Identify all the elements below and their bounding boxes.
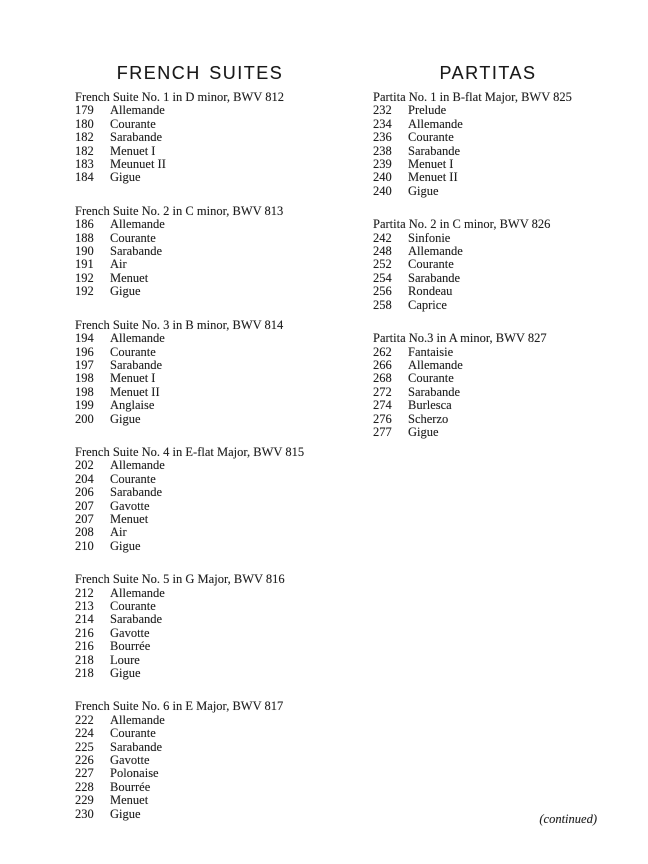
section-heading: French Suite No. 6 in E Major, BWV 817 xyxy=(75,699,284,714)
toc-row xyxy=(373,346,603,359)
toc-row xyxy=(373,299,603,312)
page-number: 258 xyxy=(373,297,392,312)
page-number: 194 xyxy=(75,331,94,346)
movement-title: Sarabande xyxy=(110,739,163,754)
movement-title: Gigue xyxy=(408,424,439,439)
toc-row xyxy=(75,386,325,399)
toc-row xyxy=(75,486,325,499)
movement-title: Menuet II xyxy=(408,170,458,185)
movement-title: Allemande xyxy=(110,103,165,118)
french-suites-title: french suites xyxy=(116,57,284,85)
toc-row xyxy=(75,808,325,821)
movement-title: Menuet xyxy=(110,511,149,526)
toc-row xyxy=(373,118,603,131)
toc-row xyxy=(75,258,325,271)
continued-label: (continued) xyxy=(539,812,597,826)
sections xyxy=(75,91,325,821)
toc-row xyxy=(75,600,325,613)
page-number: 240 xyxy=(373,183,392,198)
toc-row xyxy=(75,781,325,794)
movement-title: Loure xyxy=(110,652,140,667)
toc-row xyxy=(75,131,325,144)
page-number: 200 xyxy=(75,411,94,426)
page-number: 218 xyxy=(75,652,94,667)
toc-row xyxy=(75,118,325,131)
page-number: 199 xyxy=(75,398,94,413)
page-number: 227 xyxy=(75,766,94,781)
movement-title: Courante xyxy=(110,726,156,741)
toc-row xyxy=(75,473,325,486)
toc-row xyxy=(75,794,325,807)
page-number: 262 xyxy=(373,344,392,359)
toc-row xyxy=(75,346,325,359)
toc-row xyxy=(373,245,603,258)
suite-section xyxy=(75,91,325,185)
movement-title: Courante xyxy=(408,257,454,272)
toc-row xyxy=(373,413,603,426)
toc-row xyxy=(75,171,325,184)
toc-row xyxy=(75,526,325,539)
toc-row xyxy=(75,654,325,667)
page-number: 276 xyxy=(373,411,392,426)
toc-row xyxy=(75,741,325,754)
movement-title: Gigue xyxy=(110,538,141,553)
page-number: 229 xyxy=(75,793,94,808)
movement-title: Sarabande xyxy=(408,270,461,285)
movement-title: Sarabande xyxy=(110,357,163,372)
toc-row xyxy=(75,754,325,767)
movement-title: Scherzo xyxy=(408,411,449,426)
movement-title: Allemande xyxy=(110,217,165,232)
movement-title: Gigue xyxy=(408,183,439,198)
page-number: 252 xyxy=(373,257,392,272)
french-suites-column xyxy=(75,57,325,821)
movement-title: Courante xyxy=(110,344,156,359)
page-number: 180 xyxy=(75,116,94,131)
toc-row xyxy=(75,218,325,231)
page-number: 204 xyxy=(75,471,94,486)
section-heading: French Suite No. 3 in B minor, BWV 814 xyxy=(75,317,284,332)
page-number: 207 xyxy=(75,498,94,513)
section-heading: French Suite No. 1 in D minor, BWV 812 xyxy=(75,90,284,104)
page-number: 228 xyxy=(75,779,94,794)
movement-title: Menuet I xyxy=(110,143,156,158)
toc-row xyxy=(75,104,325,117)
movement-title: Courante xyxy=(110,230,156,245)
page-number: 208 xyxy=(75,525,94,540)
toc-row xyxy=(373,104,603,117)
toc-row xyxy=(75,245,325,258)
movement-title: Gigue xyxy=(110,806,141,821)
toc-row xyxy=(373,359,603,372)
toc-row xyxy=(75,359,325,372)
movement-title: Gigue xyxy=(110,666,141,681)
toc-row xyxy=(75,285,325,298)
toc-row xyxy=(75,158,325,171)
movement-title: Gavotte xyxy=(110,498,150,513)
page-number: 248 xyxy=(373,244,392,259)
toc-row xyxy=(75,714,325,727)
page-number: 236 xyxy=(373,130,392,145)
movement-title: Sarabande xyxy=(110,485,163,500)
page-number: 238 xyxy=(373,143,392,158)
page-number: 226 xyxy=(75,753,94,768)
sections xyxy=(373,91,603,439)
page-number: 216 xyxy=(75,639,94,654)
page-number: 182 xyxy=(75,143,94,158)
movement-title: Allemande xyxy=(408,244,463,259)
movement-title: Menuet I xyxy=(110,371,156,386)
page-number: 192 xyxy=(75,270,94,285)
page-number: 198 xyxy=(75,371,94,386)
toc-row xyxy=(373,272,603,285)
page-number: 240 xyxy=(373,170,392,185)
section-heading: French Suite No. 5 in G Major, BWV 816 xyxy=(75,572,285,587)
movement-title: Meunuet II xyxy=(110,157,166,172)
movement-title: Air xyxy=(110,257,127,272)
movement-title: Polonaise xyxy=(110,766,159,781)
toc-row xyxy=(75,640,325,653)
toc-row xyxy=(75,627,325,640)
movement-title: Gigue xyxy=(110,284,141,299)
page-number: 272 xyxy=(373,384,392,399)
movement-title: Fantaisie xyxy=(408,344,454,359)
toc-row xyxy=(373,171,603,184)
page-number: 207 xyxy=(75,511,94,526)
movement-title: Allemande xyxy=(408,116,463,131)
partitas-column xyxy=(373,57,603,439)
page-number: 190 xyxy=(75,244,94,259)
movement-title: Menuet xyxy=(110,793,149,808)
movement-title: Bourrée xyxy=(110,639,151,654)
page-number: 225 xyxy=(75,739,94,754)
toc-row xyxy=(75,413,325,426)
toc-row xyxy=(75,332,325,345)
toc-row xyxy=(75,727,325,740)
movement-title: Allemande xyxy=(110,458,165,473)
movement-title: Sarabande xyxy=(110,244,163,259)
page-number: 274 xyxy=(373,398,392,413)
page-number: 218 xyxy=(75,666,94,681)
toc-row xyxy=(75,459,325,472)
movement-title: Sarabande xyxy=(408,384,461,399)
toc-row xyxy=(75,513,325,526)
movement-title: Gigue xyxy=(110,170,141,185)
page-number: 277 xyxy=(373,424,392,439)
suite-section xyxy=(75,573,325,680)
suite-section xyxy=(373,218,603,312)
toc-row xyxy=(75,272,325,285)
movement-title: Allemande xyxy=(110,712,165,727)
movement-title: Allemande xyxy=(110,331,165,346)
toc-row xyxy=(373,145,603,158)
toc-row xyxy=(373,372,603,385)
page-number: 206 xyxy=(75,485,94,500)
toc-row xyxy=(373,185,603,198)
movement-title: Sarabande xyxy=(408,143,461,158)
page-number: 216 xyxy=(75,625,94,640)
movement-title: Allemande xyxy=(110,585,165,600)
toc-row xyxy=(373,285,603,298)
page-number: 202 xyxy=(75,458,94,473)
section-heading: Partita No. 1 in B-flat Major, BWV 825 xyxy=(373,90,572,104)
page-number: 242 xyxy=(373,230,392,245)
page-number: 254 xyxy=(373,270,392,285)
suite-section xyxy=(75,205,325,299)
suite-section xyxy=(373,332,603,439)
movement-title: Courante xyxy=(110,471,156,486)
movement-title: Prelude xyxy=(408,103,447,118)
toc-row xyxy=(75,587,325,600)
movement-title: Sinfonie xyxy=(408,230,451,245)
toc-row xyxy=(75,667,325,680)
movement-title: Rondeau xyxy=(408,284,453,299)
page-number: 198 xyxy=(75,384,94,399)
page-number: 232 xyxy=(373,103,392,118)
page-number: 196 xyxy=(75,344,94,359)
toc-row xyxy=(373,131,603,144)
page-number: 186 xyxy=(75,217,94,232)
movement-title: Courante xyxy=(408,371,454,386)
toc-row xyxy=(75,399,325,412)
page-number: 182 xyxy=(75,130,94,145)
suite-section xyxy=(373,91,603,198)
movement-title: Caprice xyxy=(408,297,447,312)
page-number: 256 xyxy=(373,284,392,299)
movement-title: Anglaise xyxy=(110,398,155,413)
movement-title: Allemande xyxy=(408,357,463,372)
page-number: 268 xyxy=(373,371,392,386)
page-number: 224 xyxy=(75,726,94,741)
page-number: 188 xyxy=(75,230,94,245)
movement-title: Gigue xyxy=(110,411,141,426)
toc-row xyxy=(75,232,325,245)
page-number: 179 xyxy=(75,103,94,118)
movement-title: Courante xyxy=(408,130,454,145)
page-number: 214 xyxy=(75,612,94,627)
movement-title: Air xyxy=(110,525,127,540)
suite-section xyxy=(75,319,325,426)
partitas-title: partitas xyxy=(439,57,537,85)
page-number: 234 xyxy=(373,116,392,131)
toc-row xyxy=(75,500,325,513)
movement-title: Menuet I xyxy=(408,157,454,172)
movement-title: Bourrée xyxy=(110,779,151,794)
movement-title: Sarabande xyxy=(110,612,163,627)
page-number: 210 xyxy=(75,538,94,553)
toc-row xyxy=(75,372,325,385)
page-number: 197 xyxy=(75,357,94,372)
suite-section xyxy=(75,700,325,821)
movement-title: Menuet II xyxy=(110,384,160,399)
page-number: 230 xyxy=(75,806,94,821)
toc-row xyxy=(75,145,325,158)
section-heading: Partita No. 2 in C minor, BWV 826 xyxy=(373,217,551,232)
section-heading: French Suite No. 2 in C minor, BWV 813 xyxy=(75,203,284,218)
toc-row xyxy=(75,540,325,553)
page-number: 222 xyxy=(75,712,94,727)
section-heading: Partita No.3 in A minor, BWV 827 xyxy=(373,331,547,346)
movement-title: Burlesca xyxy=(408,398,452,413)
page-number: 183 xyxy=(75,157,94,172)
movement-title: Menuet xyxy=(110,270,149,285)
page-number: 212 xyxy=(75,585,94,600)
page-number: 192 xyxy=(75,284,94,299)
page-number: 266 xyxy=(373,357,392,372)
suite-section xyxy=(75,446,325,553)
toc-row xyxy=(373,426,603,439)
toc-row xyxy=(75,767,325,780)
toc-row xyxy=(373,258,603,271)
movement-title: Gavotte xyxy=(110,753,150,768)
toc-row xyxy=(373,399,603,412)
page-number: 191 xyxy=(75,257,94,272)
movement-title: Sarabande xyxy=(110,130,163,145)
page-number: 239 xyxy=(373,157,392,172)
page-number: 184 xyxy=(75,170,94,185)
movement-title: Courante xyxy=(110,116,156,131)
movement-title: Gavotte xyxy=(110,625,150,640)
movement-title: Courante xyxy=(110,599,156,613)
toc-row xyxy=(373,386,603,399)
toc-row xyxy=(373,158,603,171)
toc-row xyxy=(373,232,603,245)
section-heading: French Suite No. 4 in E-flat Major, BWV 815 xyxy=(75,444,305,459)
page-number: 213 xyxy=(75,599,94,613)
toc-row xyxy=(75,613,325,626)
